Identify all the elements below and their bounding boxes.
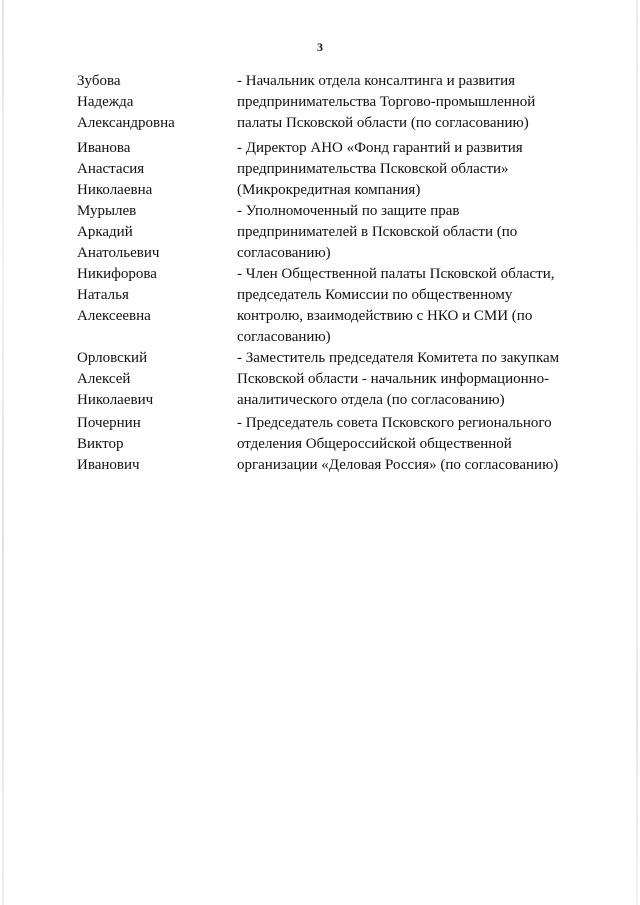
- member-surname: Мурылев: [77, 203, 137, 219]
- member-role: [237, 201, 597, 264]
- member-surname: Никифорова: [77, 266, 157, 282]
- member-patronymic: Александровна: [77, 115, 175, 131]
- member-surname: Зубова: [77, 73, 121, 89]
- member-patronymic: Анатольевич: [77, 245, 160, 261]
- role-line: - Начальник отдела консалтинга и развития: [237, 73, 516, 89]
- member-patronymic: Николаевич: [77, 392, 154, 408]
- role-line: предпринимательства Псковской области»: [237, 161, 509, 177]
- role-line: - Член Общественной палаты Псковской области,: [237, 266, 555, 282]
- role-line: - Заместитель председателя Комитета по закупкам: [237, 350, 560, 366]
- role-line: согласованию): [237, 245, 331, 261]
- role-line: организации «Деловая Россия» (по согласованию): [237, 457, 559, 473]
- member-name: [77, 348, 227, 411]
- member-first-name: Аркадий: [77, 224, 133, 240]
- role-line: - Председатель совета Псковского регионального: [237, 415, 552, 431]
- role-line: - Уполномоченный по защите прав: [237, 203, 460, 219]
- member-name: [77, 71, 227, 134]
- member-role: [237, 71, 597, 134]
- role-line: (Микрокредитная компания): [237, 182, 421, 198]
- member-name: [77, 201, 227, 264]
- role-line: аналитического отдела (по согласованию): [237, 392, 505, 408]
- member-surname: Почернин: [77, 415, 141, 431]
- scan-edge-left: [2, 0, 4, 905]
- member-first-name: Наталья: [77, 287, 129, 303]
- member-surname: Иванова: [77, 140, 131, 156]
- role-line: предпринимателей в Псковской области (по: [237, 224, 518, 240]
- role-line: согласованию): [237, 329, 331, 345]
- member-role: [237, 138, 597, 201]
- role-line: отделения Общероссийской общественной: [237, 436, 512, 452]
- member-first-name: Виктор: [77, 436, 124, 452]
- member-name: [77, 413, 227, 476]
- member-role: [237, 413, 597, 476]
- role-line: - Директор АНО «Фонд гарантий и развития: [237, 140, 523, 156]
- member-patronymic: Иванович: [77, 457, 140, 473]
- member-patronymic: Николаевна: [77, 182, 153, 198]
- role-line: палаты Псковской области (по согласованию): [237, 115, 529, 131]
- member-first-name: Надежда: [77, 94, 134, 110]
- role-line: Псковской области - начальник информационно-: [237, 371, 550, 387]
- page-number: 3: [317, 40, 323, 54]
- member-surname: Орловский: [77, 350, 148, 366]
- member-name: [77, 138, 227, 201]
- member-patronymic: Алексеевна: [77, 308, 151, 324]
- role-line: контролю, взаимодействию с НКО и СМИ (по: [237, 308, 533, 324]
- scan-edge-right: [636, 0, 638, 905]
- role-line: предпринимательства Торгово-промышленной: [237, 94, 536, 110]
- member-role: [237, 264, 597, 348]
- member-role: [237, 348, 597, 411]
- member-name: [77, 264, 227, 327]
- role-line: председатель Комиссии по общественному: [237, 287, 513, 303]
- member-first-name: Алексей: [77, 371, 131, 387]
- member-first-name: Анастасия: [77, 161, 145, 177]
